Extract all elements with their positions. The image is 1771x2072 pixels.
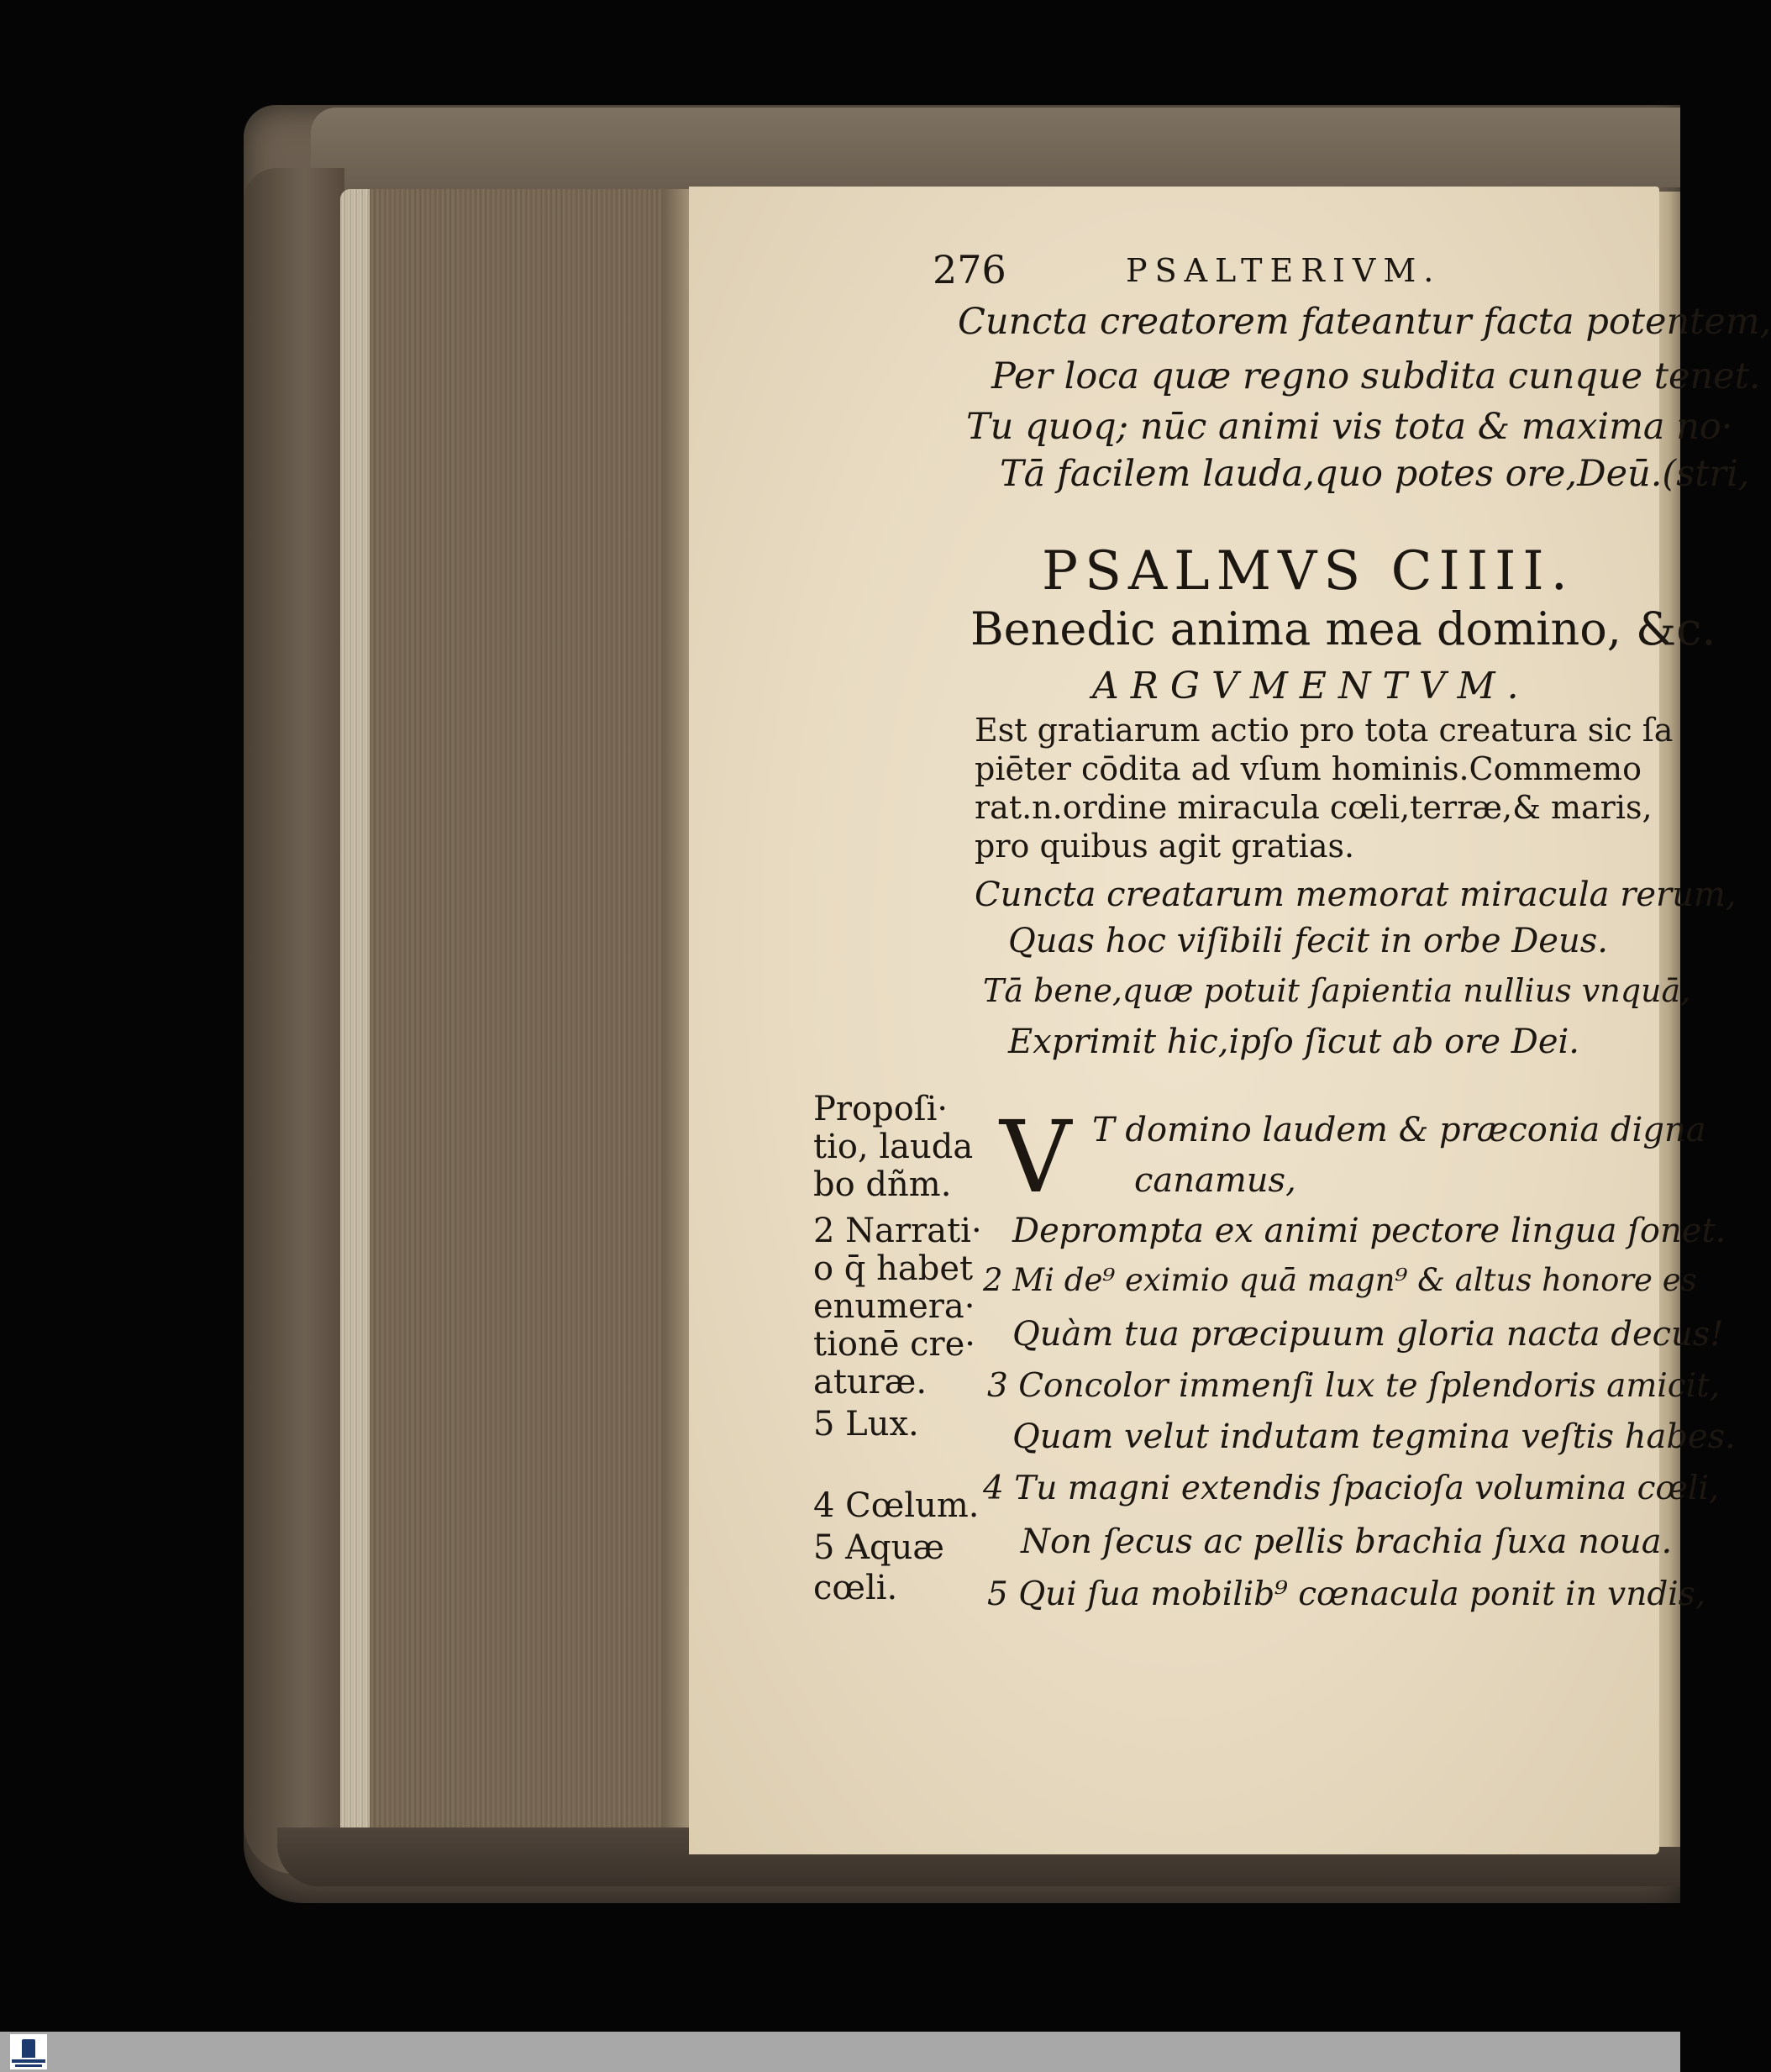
body-verse-line: T domino laudem & præconia digna <box>1092 1111 1706 1149</box>
argument-verse-line: Exprimit hic,ipſo ſicut ab ore Dei. <box>1008 1023 1580 1061</box>
opening-verse-line: Tā facilem lauda,quo potes ore,Deū.(stri, <box>1000 453 1750 495</box>
margin-note-line: enumera· <box>813 1287 975 1326</box>
argument-verse-line: Cuncta creatarum memorat miracula rerum, <box>975 876 1737 914</box>
margin-note-line: 4 Cœlum. <box>813 1486 980 1525</box>
logo-emblem <box>22 2039 35 2058</box>
body-verse-line: canamus, <box>1134 1161 1296 1200</box>
argument-verse-line: Tā bene,quæ potuit ſapientia nullius vnquā, <box>983 972 1691 1009</box>
opening-verse-line: Per loca quæ regno subdita cunque tenet. <box>991 355 1761 397</box>
running-title: PSALTERIVM. <box>1126 252 1442 289</box>
argument-line: rat.n.ordine miracula cœli,terræ,& maris, <box>975 789 1653 826</box>
argument-line: Est gratiarum actio pro tota creatura sic ſa <box>975 712 1674 749</box>
body-verse-line: 3 Concolor immenſi lux te ſplendoris amicit, <box>987 1367 1721 1405</box>
margin-note-line: cœli. <box>813 1569 898 1607</box>
page-block-shading <box>370 189 689 1848</box>
book-spine-edge <box>244 168 344 1874</box>
opening-verse-line: Tu quoq; nūc animi vis tota & maxima no· <box>966 406 1733 448</box>
margin-note-line: o q̄ habet <box>813 1249 974 1288</box>
argument-line: pro quibus agit gratias. <box>975 828 1355 865</box>
logo-wordmark <box>12 2059 45 2063</box>
body-verse-line: 5 Qui ſua mobilib⁹ cœnacula ponit in vndis, <box>987 1575 1706 1613</box>
margin-note-line: 5 Lux. <box>813 1405 919 1444</box>
margin-note-line: 5 Aquæ <box>813 1528 945 1567</box>
argument-verse-line: Quas hoc viſibili fecit in orbe Deus. <box>1008 922 1608 960</box>
body-verse-line: 4 Tu magni extendis ſpacioſa volumina cœli, <box>983 1470 1720 1507</box>
library-logo-icon <box>10 2034 47 2069</box>
opening-verse-line: Cuncta creatorem fateantur facta potentem, <box>958 301 1771 343</box>
argument-heading: ARGVMENTVM. <box>1092 665 1531 707</box>
margin-note-line: aturæ. <box>813 1363 928 1401</box>
book-cover-top-edge <box>311 108 1680 187</box>
page-number: 276 <box>933 247 1006 292</box>
margin-note-line: bo dñm. <box>813 1165 952 1204</box>
margin-note-line: Propoſi· <box>813 1090 949 1128</box>
margin-note-line: tionē cre· <box>813 1325 976 1364</box>
psalm-incipit: Benedic anima mea domino, &c. <box>970 602 1716 655</box>
viewer-footer-bar <box>0 2032 1680 2072</box>
body-verse-line: Deprompta ex animi pectore lingua ſonet. <box>1012 1212 1726 1250</box>
margin-note-line: 2 Narrati· <box>813 1212 982 1250</box>
argument-line: piēter cōdita ad vſum hominis.Commemo <box>975 750 1642 787</box>
drop-cap: V <box>1000 1099 1072 1215</box>
margin-note-line: tio, lauda <box>813 1128 974 1166</box>
body-verse-line: 2 Mi de⁹ eximio quā magn⁹ & altus honore es <box>983 1262 1697 1298</box>
body-verse-line: Non ſecus ac pellis brachia ſuxa noua. <box>1021 1522 1673 1561</box>
logo-wordmark-sub <box>15 2064 42 2067</box>
body-verse-line: Quàm tua præcipuum gloria nacta decus! <box>1012 1315 1724 1354</box>
psalm-title: PSALMVS CIIII. <box>1042 540 1574 602</box>
body-verse-line: Quam velut indutam tegmina veſtis habes. <box>1012 1417 1736 1456</box>
